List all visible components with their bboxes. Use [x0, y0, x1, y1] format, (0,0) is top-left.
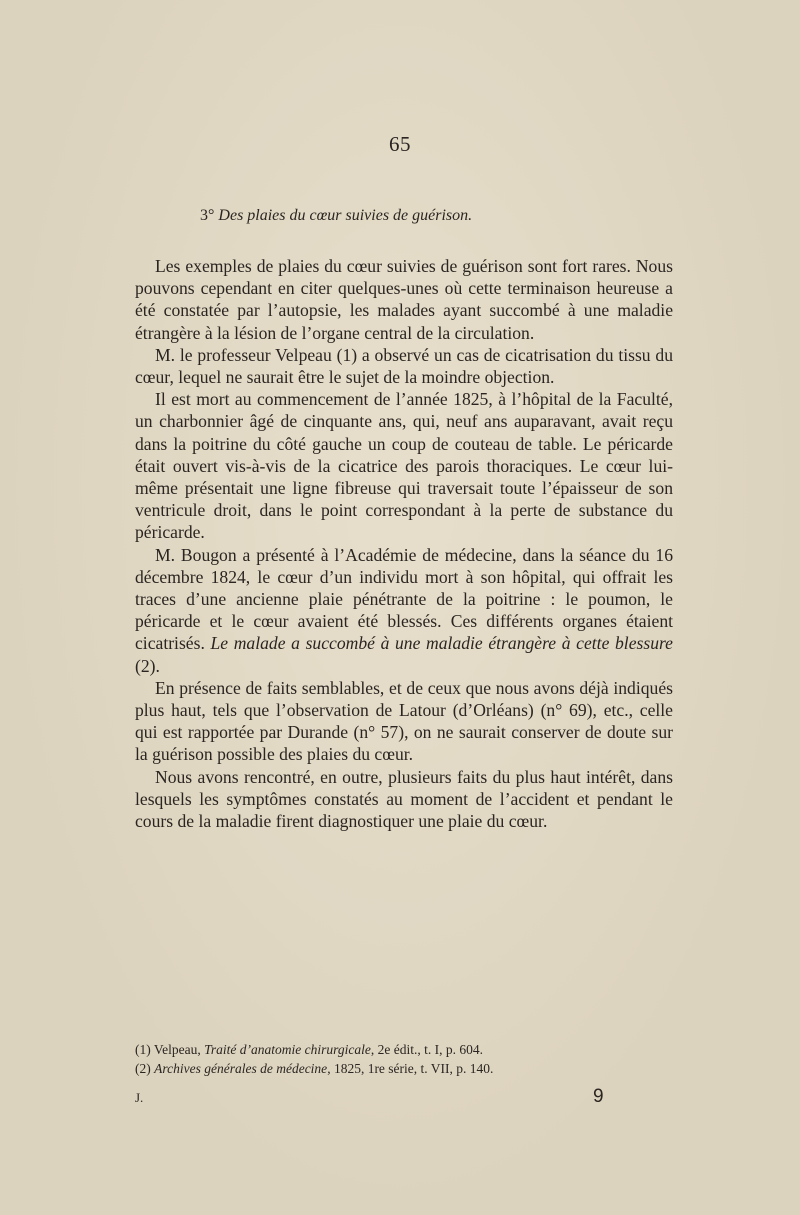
paragraph-5: En présence de faits semblables, et de ceux que nous avons déjà indiqués plus haut, tels que l’observation de Latour (d’Orléans) (n° 69), etc., celle qui est rapportée par Durande (n° 57), on ne saurait conserver de doute sur la guérison possible des plaies du cœur.: [135, 677, 673, 765]
paragraph-2: M. le professeur Velpeau (1) a observé un cas de cicatrisation du tissu du cœur, lequel ne saurait être le sujet de la moindre objection.: [135, 344, 673, 388]
paragraph-4: [135, 544, 673, 677]
footnote-1: [135, 1040, 673, 1059]
footnote-2-rest: , 1825, 1re série, t. VII, p. 140.: [327, 1061, 494, 1076]
section-heading: [200, 207, 620, 225]
body-text: [135, 255, 673, 832]
section-title: Des plaies du cœur suivies de guérison.: [218, 207, 473, 224]
footnote-2-title: Archives générales de médecine: [154, 1061, 328, 1076]
paragraph-3: Il est mort au commencement de l’année 1825, à l’hôpital de la Faculté, un charbonnier âgé de cinquante ans, qui, neuf ans auparavant, avait reçu dans la poitrine du côté gauche un coup de couteau de table. Le péricarde était ouvert vis-à-vis de la cicatrice des parois thoraciques. Le cœur lui-même présentait une ligne fibreuse qui traversait toute l’épaisseur de son ventricule droit, dans le point correspondant à la perte de substance du péricarde.: [135, 389, 673, 543]
paragraph-6: Nous avons rencontré, en outre, plusieurs faits du plus haut intérêt, dans lesquels les symptômes constatés au moment de l’accident et pendant le cours de la maladie firent diagnostiquer une plaie du cœur.: [135, 766, 673, 832]
signature-number: 9: [593, 1086, 604, 1107]
paragraph-1: Les exemples de plaies du cœur suivies de guérison sont fort rares. Nous pouvons cependant en citer quelques-unes où cette terminaison heureuse a été constatée par l’autopsie, les malades ayant succombé à une maladie étrangère à la lésion de l’organe central de la circulation.: [135, 256, 673, 343]
footnote-1-rest: , 2e édit., t. I, p. 604.: [370, 1042, 483, 1057]
footnote-1-marker: (1) Velpeau,: [135, 1042, 205, 1057]
signature-letter: J.: [135, 1090, 144, 1105]
page-number: 65: [389, 132, 411, 156]
footnote-2: [135, 1059, 673, 1078]
paragraph-4-italic: Le malade a succombé à une maladie étrangère à cette blessure: [210, 633, 673, 654]
paragraph-4-end: (2).: [135, 655, 160, 676]
footnotes: [135, 1040, 673, 1078]
footnote-1-title: Traité d’anatomie chirurgicale: [204, 1042, 371, 1057]
footnote-2-marker: (2): [135, 1061, 155, 1076]
section-number: 3°: [200, 207, 215, 224]
paragraph-4-start: M. Bougon a présenté à l’Académie de médecine, dans la séance du 16 décembre 1824, le cœur d’un individu mort à son hôpital, qui offrait les traces d’une ancienne plaie pénétrante de la poitrine : le poumon, le péricarde et le cœur avaient été blessés. Ces différents organes étaient cicatrisés.: [135, 544, 673, 654]
